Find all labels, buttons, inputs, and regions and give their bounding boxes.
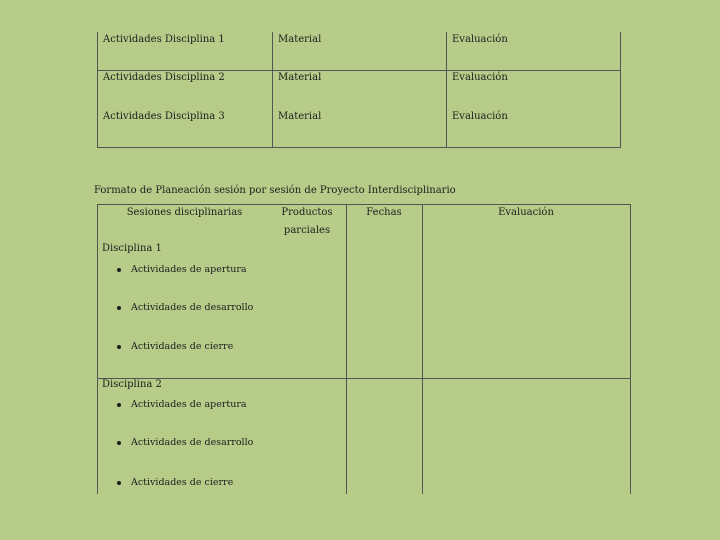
bullet-icon bbox=[117, 345, 121, 349]
discipline-title: Disciplina 1 bbox=[102, 243, 162, 254]
list-item bbox=[117, 477, 233, 488]
list-item bbox=[117, 264, 247, 275]
header-sessions: Sesiones disciplinarias bbox=[126, 207, 243, 218]
table-row-divider bbox=[97, 70, 621, 71]
activity-label: Actividades de desarrollo bbox=[131, 302, 254, 313]
header-dates: Fechas bbox=[366, 207, 402, 218]
activity-cell: Actividades Disciplina 3 bbox=[103, 111, 225, 122]
planning-table bbox=[97, 204, 631, 494]
activity-label: Actividades de cierre bbox=[131, 477, 234, 488]
evaluation-cell: Evaluación bbox=[452, 34, 508, 45]
table-column-divider bbox=[346, 204, 347, 494]
material-cell: Material bbox=[278, 72, 322, 83]
table-border-left bbox=[97, 32, 98, 148]
header-evaluation: Evaluación bbox=[498, 207, 554, 218]
bullet-icon bbox=[117, 268, 121, 272]
bullet-icon bbox=[117, 441, 121, 445]
table-column-divider bbox=[272, 32, 273, 148]
header-products: Productos bbox=[281, 207, 333, 218]
activity-cell: Actividades Disciplina 2 bbox=[103, 72, 225, 83]
material-cell: Material bbox=[278, 111, 322, 122]
bullet-icon bbox=[117, 403, 121, 407]
table-column-divider bbox=[422, 204, 423, 494]
activity-label: Actividades de desarrollo bbox=[131, 437, 254, 448]
bullet-icon bbox=[117, 306, 121, 310]
table-column-divider bbox=[446, 32, 447, 148]
activity-label: Actividades de apertura bbox=[131, 264, 247, 275]
evaluation-cell: Evaluación bbox=[452, 111, 508, 122]
activity-cell: Actividades Disciplina 1 bbox=[103, 34, 225, 45]
list-item bbox=[117, 302, 253, 313]
table-border-right bbox=[620, 32, 621, 148]
planning-table-caption: Formato de Planeación sesión por sesión de Proyecto Interdisciplinario bbox=[94, 185, 456, 196]
activities-table bbox=[97, 32, 621, 148]
table-row-divider bbox=[97, 378, 631, 379]
list-item bbox=[117, 437, 253, 448]
table-border-bottom bbox=[97, 147, 621, 148]
table-border-left bbox=[97, 204, 98, 494]
activity-label: Actividades de apertura bbox=[131, 399, 247, 410]
evaluation-cell: Evaluación bbox=[452, 72, 508, 83]
activity-label: Actividades de cierre bbox=[131, 341, 234, 352]
material-cell: Material bbox=[278, 34, 322, 45]
list-item bbox=[117, 341, 233, 352]
header-products-line2: parciales bbox=[283, 225, 331, 236]
bullet-icon bbox=[117, 481, 121, 485]
discipline-title: Disciplina 2 bbox=[102, 379, 162, 390]
table-border-right bbox=[630, 204, 631, 494]
list-item bbox=[117, 399, 247, 410]
